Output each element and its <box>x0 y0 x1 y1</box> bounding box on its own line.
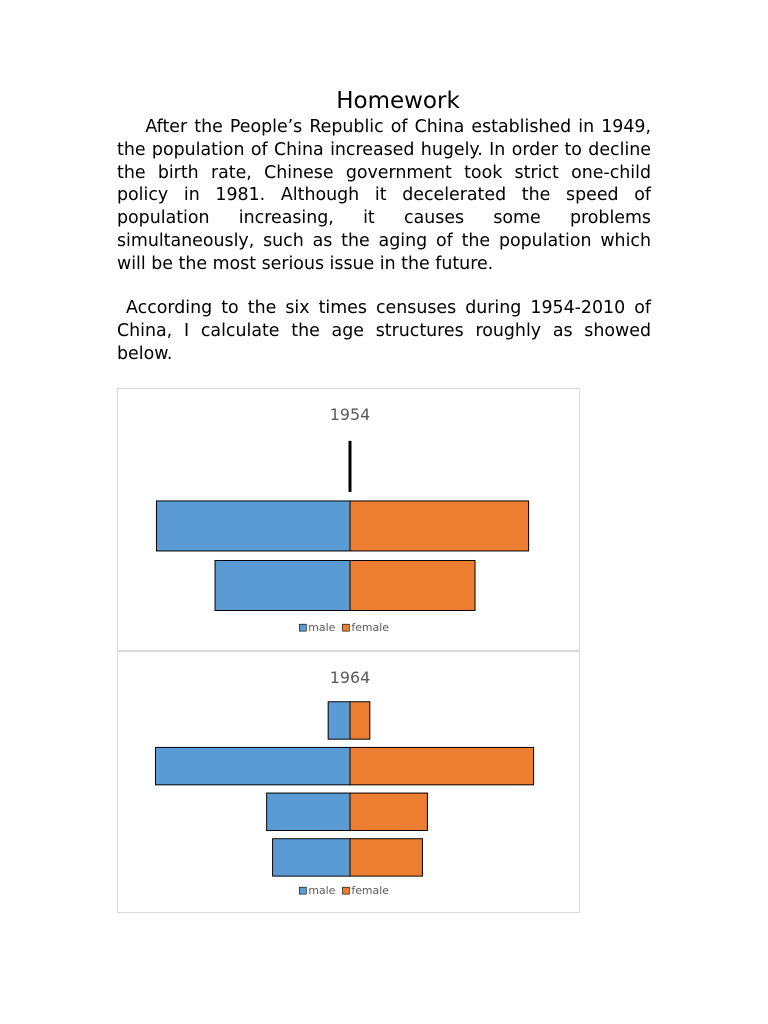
legend-label-female: female <box>351 884 389 898</box>
bar-female-1 <box>350 702 370 739</box>
chart-1954 <box>117 388 580 651</box>
bar-male-2 <box>156 501 350 551</box>
bar-male-3 <box>215 560 350 610</box>
legend-label-male: male <box>308 884 336 898</box>
bar-female-3 <box>350 560 475 610</box>
chart-legend <box>299 621 389 634</box>
bar-female-2 <box>350 747 534 784</box>
document-title: Homework <box>336 88 460 114</box>
chart-legend <box>299 884 389 897</box>
legend-swatch-male <box>299 887 306 894</box>
bar-female-1 <box>350 441 351 491</box>
legend-label-female: female <box>351 621 389 635</box>
legend-swatch-female <box>342 887 349 894</box>
paragraph-census: According to the six times censuses during 1954-2010 of China, I calculate the age structures roughly as showed below. <box>117 298 651 364</box>
chart-1954-svg <box>118 389 581 650</box>
bar-female-4 <box>350 839 422 876</box>
bar-male-4 <box>273 839 350 876</box>
chart-title: 1954 <box>329 404 371 424</box>
chart-1964 <box>117 651 580 913</box>
bar-female-2 <box>350 501 529 551</box>
bar-male-3 <box>267 793 350 830</box>
bar-female-3 <box>350 793 427 830</box>
legend-swatch-male <box>299 624 306 631</box>
legend-label-male: male <box>308 621 336 635</box>
chart-1964-svg <box>118 652 581 912</box>
legend-swatch-female <box>342 624 349 631</box>
bar-male-1 <box>328 702 350 739</box>
paragraph-intro: After the People’s Republic of China established in 1949, the population of China increased hugely. In order to decline the birth rate, Chinese government took strict one-child policy in 1981. Although it decelerated the speed of population increasing, it causes some problems simultaneously, such as the aging of the population which will be the most serious issue in the future. <box>117 117 651 274</box>
bar-male-2 <box>155 747 350 784</box>
chart-title: 1964 <box>329 667 371 687</box>
